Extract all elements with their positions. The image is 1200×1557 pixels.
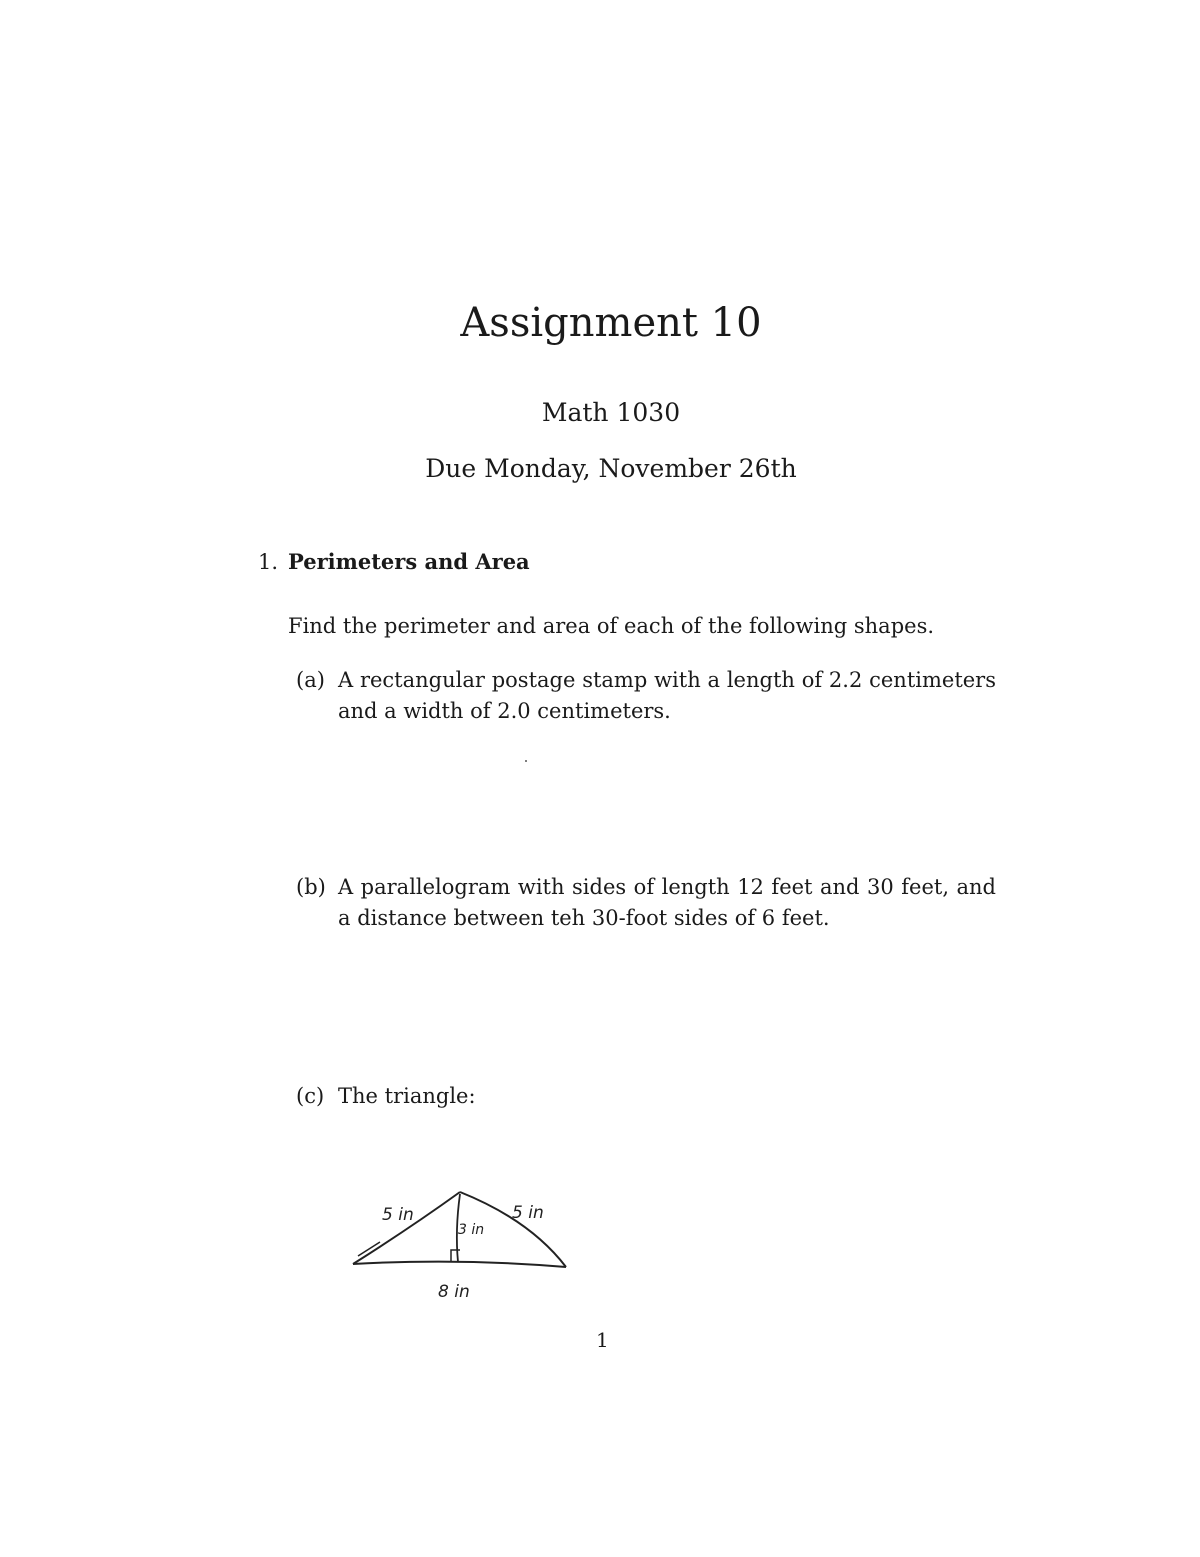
due-date: Due Monday, November 26th xyxy=(425,454,797,483)
problem-a-marker: (a) xyxy=(296,668,325,692)
triangle-left-side xyxy=(353,1192,460,1264)
left-side-label: 5 in xyxy=(382,1205,414,1225)
triangle-base xyxy=(353,1262,566,1267)
problem-a-text: A rectangular postage stamp with a length of 2.2 centimeters and a width of 2.0 centimeters. xyxy=(338,668,996,723)
page-number: 1 xyxy=(596,1328,609,1352)
problem-c-marker: (c) xyxy=(296,1084,325,1108)
section-number: 1. xyxy=(258,550,279,574)
instructions-text: Find the perimeter and area of each of the following shapes. xyxy=(288,614,935,638)
section-title: Perimeters and Area xyxy=(288,549,530,574)
problem-a xyxy=(296,665,996,727)
course-name: Math 1030 xyxy=(541,398,681,427)
problem-c xyxy=(296,1081,996,1112)
assignment-title: Assignment 10 xyxy=(460,300,762,346)
height-label: 3 in xyxy=(458,1222,485,1238)
section-heading xyxy=(258,549,530,574)
triangle-figure xyxy=(340,1180,580,1310)
problem-b xyxy=(296,872,996,934)
problem-b-marker: (b) xyxy=(296,875,326,899)
base-label: 8 in xyxy=(438,1282,470,1302)
problem-c-text: The triangle: xyxy=(338,1084,476,1108)
right-side-label: 5 in xyxy=(512,1203,544,1223)
scan-speck xyxy=(525,760,527,762)
problem-b-text: A parallelogram with sides of length 12 feet and 30 feet, and a distance between teh 30-foot sides of 6 feet. xyxy=(338,875,996,930)
